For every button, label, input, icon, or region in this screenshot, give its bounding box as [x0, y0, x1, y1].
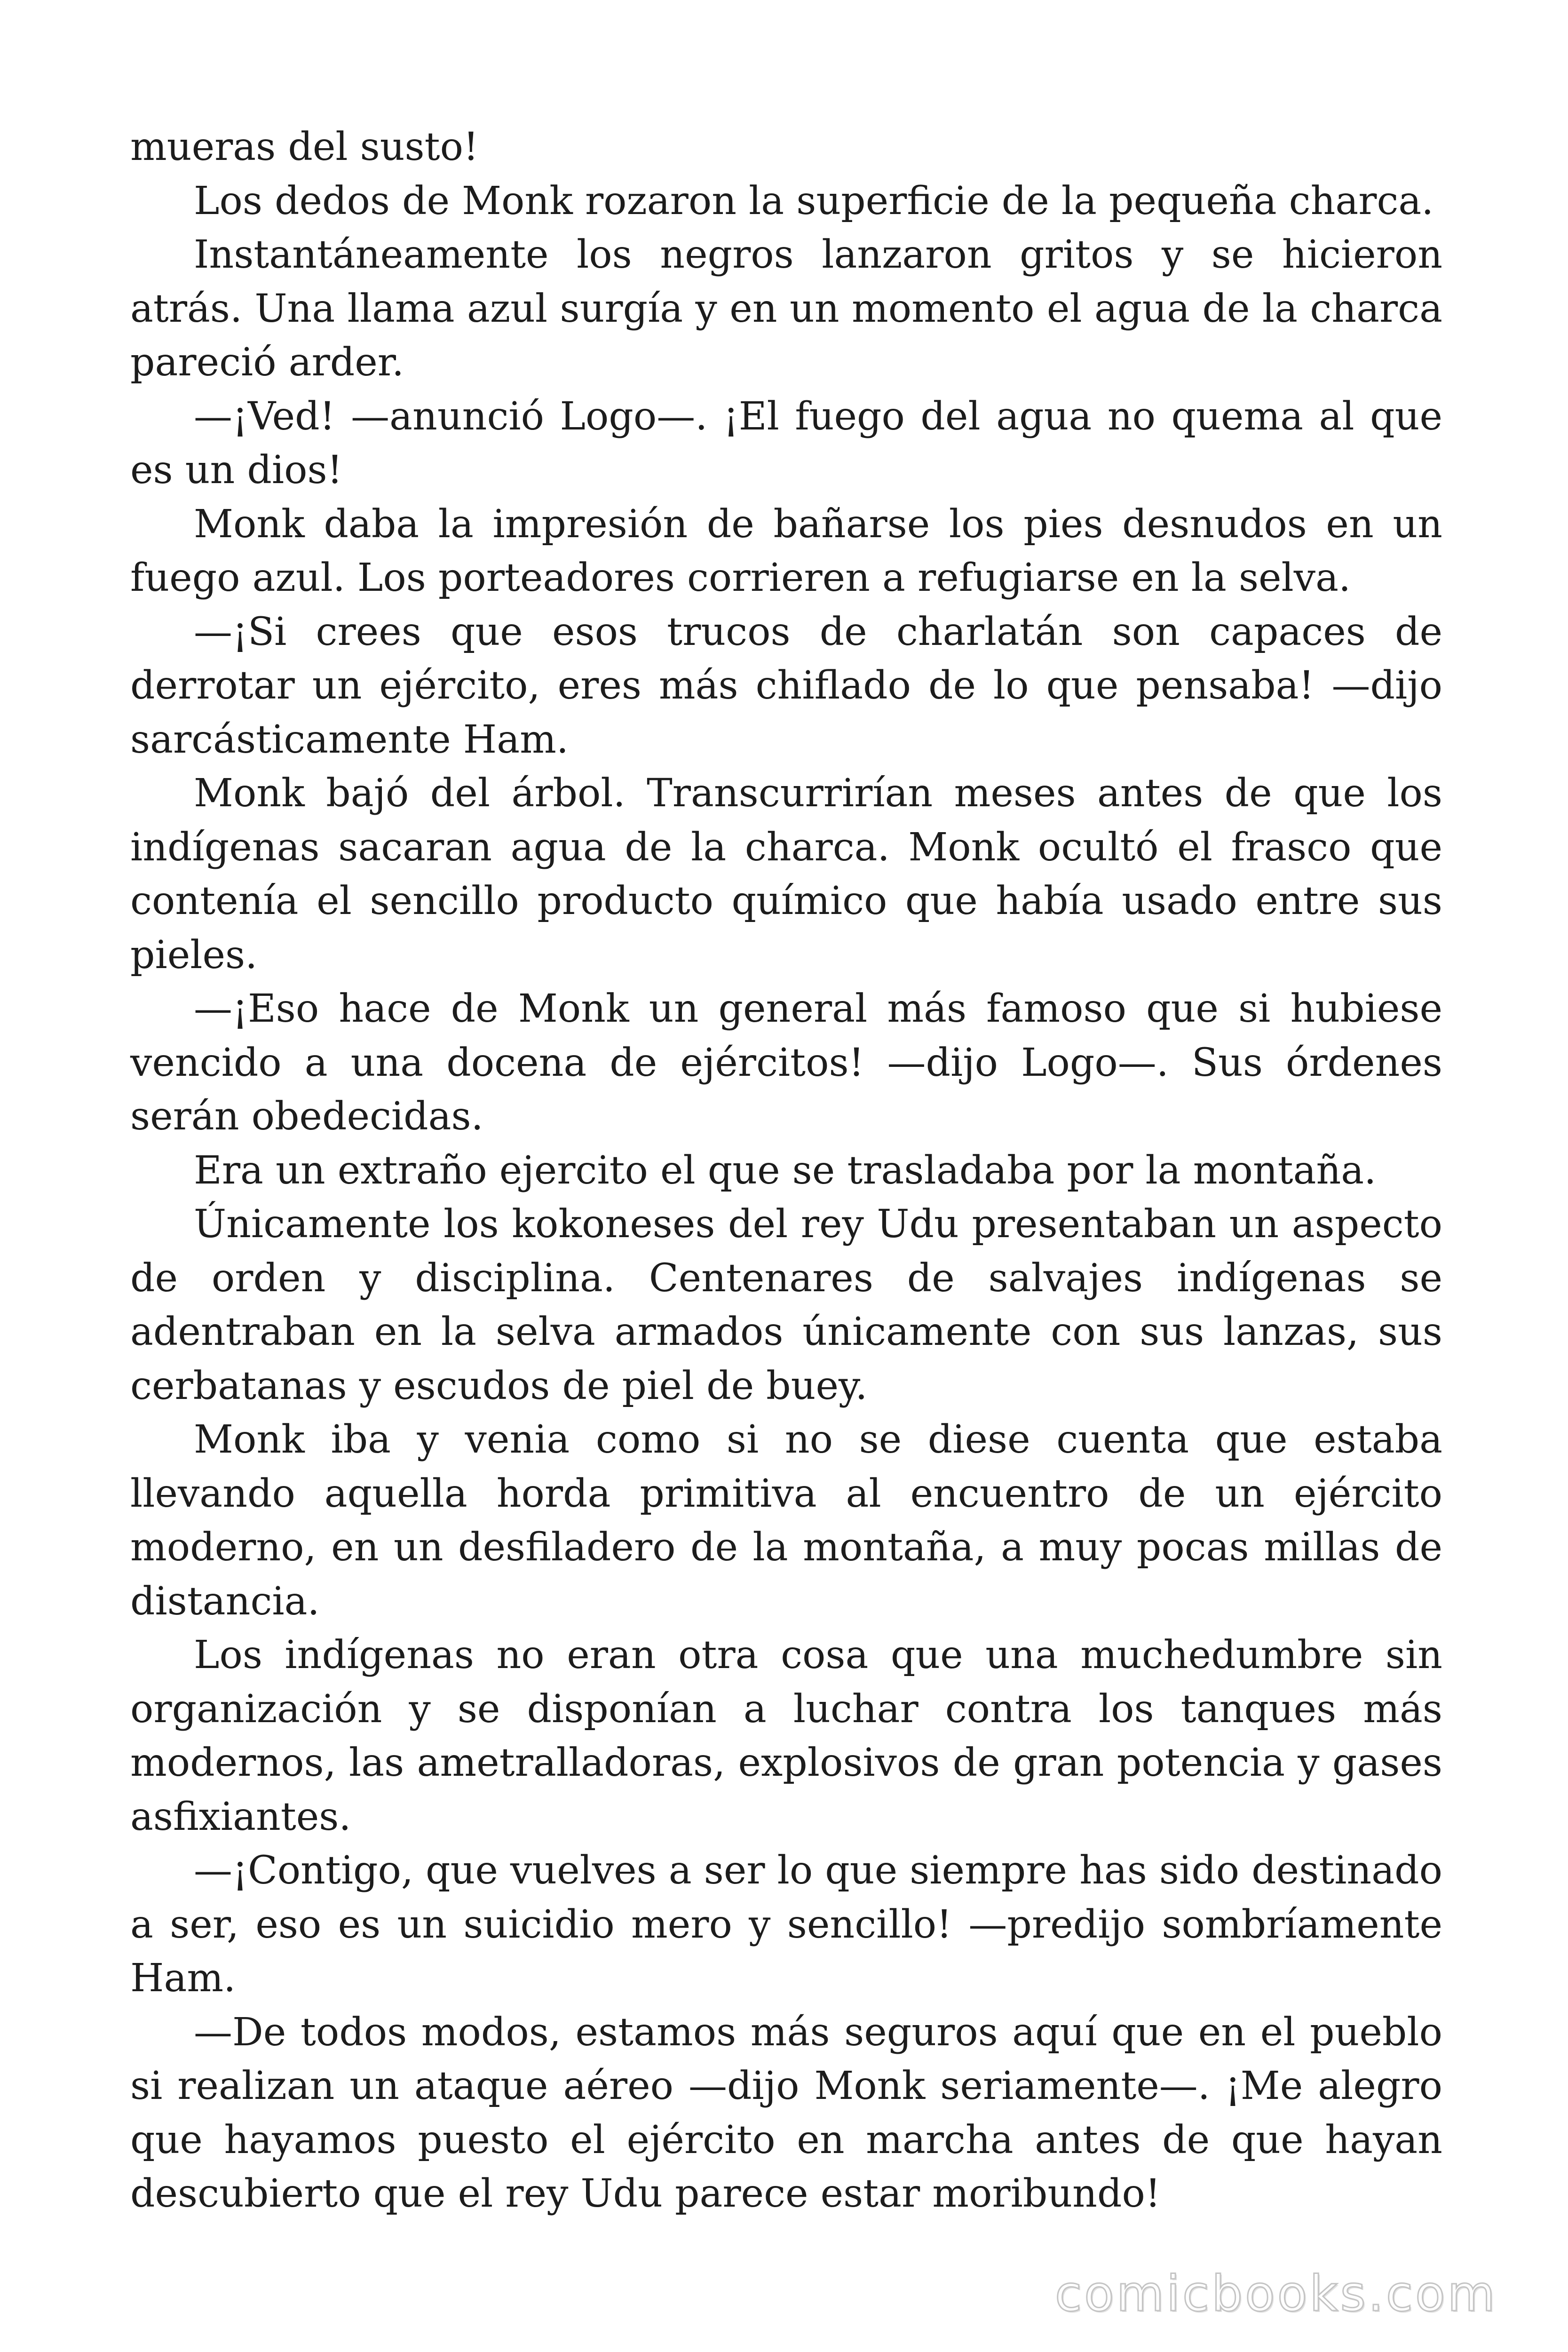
- paragraph: —¡Eso hace de Monk un general más famoso que si hubiese vencido a una docena de ejércitos! —dijo Logo—. Sus órdenes serán obedecidas.: [130, 986, 1442, 1139]
- paragraph: Los indígenas no eran otra cosa que una muchedumbre sin organización y se disponían a luchar contra los tanques más modernos, las ametralladoras, explosivos de gran potencia y gases asfixiantes.: [130, 1633, 1442, 1839]
- paragraph: Los dedos de Monk rozaron la superficie de la pequeña charca.: [194, 178, 1434, 223]
- page-body-text: [130, 120, 1442, 2221]
- paragraph: Instantáneamente los negros lanzaron gritos y se hicieron atrás. Una llama azul surgía y en un momento el agua de la charca pareció arder.: [130, 232, 1442, 385]
- paragraph: Únicamente los kokoneses del rey Udu presentaban un aspecto de orden y disciplina. Centenares de salvajes indígenas se adentraban en la selva armados únicamente con sus lanzas, sus cerbatanas y escudos de piel de buey.: [130, 1202, 1442, 1408]
- paragraph: —¡Contigo, que vuelves a ser lo que siempre has sido destinado a ser, eso es un suicidio mero y sencillo! —predijo sombríamente Ham.: [130, 1848, 1442, 2001]
- watermark: comicbooks.com: [1054, 2265, 1497, 2322]
- paragraph: —¡Ved! —anunció Logo—. ¡El fuego del agua no quema al que es un dios!: [130, 394, 1442, 493]
- paragraph: mueras del susto!: [130, 125, 479, 169]
- paragraph: Monk daba la impresión de bañarse los pies desnudos en un fuego azul. Los porteadores corrieren a refugiarse en la selva.: [130, 501, 1442, 600]
- paragraph: Era un extraño ejercito el que se trasladaba por la montaña.: [194, 1148, 1377, 1193]
- paragraph: Monk bajó del árbol. Transcurrirían meses antes de que los indígenas sacaran agua de la charca. Monk ocultó el frasco que contenía el sencillo producto químico que había usado entre sus pieles.: [130, 771, 1442, 977]
- paragraph: Monk iba y venia como si no se diese cuenta que estaba llevando aquella horda primitiva al encuentro de un ejército moderno, en un desfiladero de la montaña, a muy pocas millas de distancia.: [130, 1417, 1442, 1624]
- paragraph: —¡Si crees que esos trucos de charlatán son capaces de derrotar un ejército, eres más chiflado de lo que pensaba! —dijo sarcásticamente Ham.: [130, 609, 1442, 762]
- paragraph: —De todos modos, estamos más seguros aquí que en el pueblo si realizan un ataque aéreo —dijo Monk seriamente—. ¡Me alegro que hayamos puesto el ejército en marcha antes de que hayan descubierto que el rey Udu parece estar moribundo!: [130, 2010, 1442, 2216]
